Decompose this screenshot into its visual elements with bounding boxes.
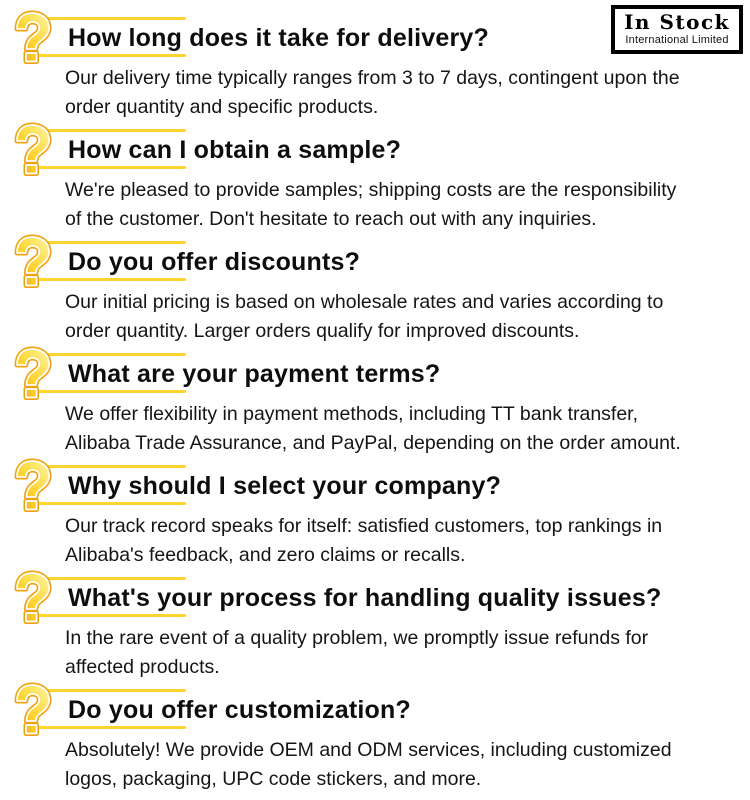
question-row bbox=[0, 120, 750, 170]
faq-answer bbox=[65, 400, 750, 458]
faq-answer bbox=[65, 288, 750, 346]
faq-answer-line: Our track record speaks for itself: satisfied customers, top rankings in bbox=[65, 515, 663, 537]
faq-answer-line: of the customer. Don't hesitate to reach out with any inquiries. bbox=[65, 208, 597, 230]
faq-answer-line: order quantity and specific products. bbox=[65, 96, 379, 118]
question-row bbox=[0, 344, 750, 394]
faq-answer bbox=[65, 64, 750, 122]
faq-question: What are your payment terms? bbox=[68, 360, 441, 388]
logo-box bbox=[611, 5, 743, 54]
faq-answer-line: order quantity. Larger orders qualify for improved discounts. bbox=[65, 320, 580, 342]
faq-answer-line: Our delivery time typically ranges from 3 to 7 days, contingent upon the bbox=[65, 67, 680, 89]
question-mark-icon bbox=[8, 234, 56, 288]
question-mark-icon bbox=[8, 682, 56, 736]
logo-title: In Stock bbox=[624, 10, 730, 34]
faq-answer bbox=[65, 512, 750, 570]
faq-answer-line: Alibaba Trade Assurance, and PayPal, depending on the order amount. bbox=[65, 432, 681, 454]
question-row bbox=[0, 680, 750, 730]
faq-answer-line: affected products. bbox=[65, 656, 220, 678]
question-mark-icon bbox=[8, 10, 56, 64]
faq-item-quality-issues bbox=[0, 568, 750, 680]
faq-question: What's your process for handling quality issues? bbox=[68, 584, 662, 612]
faq-question: How can I obtain a sample? bbox=[68, 136, 402, 164]
faq-answer-line: Alibaba's feedback, and zero claims or recalls. bbox=[65, 544, 466, 566]
faq-answer-line: Absolutely! We provide OEM and ODM services, including customized bbox=[65, 739, 672, 761]
faq-answer-line: In the rare event of a quality problem, we promptly issue refunds for bbox=[65, 627, 649, 649]
faq-answer-line: Our initial pricing is based on wholesale rates and varies according to bbox=[65, 291, 664, 313]
question-mark-icon bbox=[8, 570, 56, 624]
question-row bbox=[0, 456, 750, 506]
faq-answer-line: logos, packaging, UPC code stickers, and more. bbox=[65, 768, 482, 790]
faq-item-discounts bbox=[0, 232, 750, 344]
faq-item-customization bbox=[0, 680, 750, 792]
faq-answer bbox=[65, 736, 750, 794]
faq-item-why-select bbox=[0, 456, 750, 568]
question-mark-icon bbox=[8, 346, 56, 400]
faq-answer bbox=[65, 176, 750, 234]
faq-question: Why should I select your company? bbox=[68, 472, 502, 500]
faq-question: Do you offer customization? bbox=[68, 696, 411, 724]
logo-subtitle: International Limited bbox=[625, 34, 729, 46]
question-row bbox=[0, 568, 750, 618]
question-mark-icon bbox=[8, 122, 56, 176]
faq-question: How long does it take for delivery? bbox=[68, 24, 489, 52]
faq-item-sample bbox=[0, 120, 750, 232]
faq-item-payment-terms bbox=[0, 344, 750, 456]
question-row bbox=[0, 232, 750, 282]
question-mark-icon bbox=[8, 458, 56, 512]
faq-question: Do you offer discounts? bbox=[68, 248, 361, 276]
faq-list bbox=[0, 8, 750, 792]
faq-answer-line: We're pleased to provide samples; shipping costs are the responsibility bbox=[65, 179, 677, 201]
faq-answer-line: We offer flexibility in payment methods, including TT bank transfer, bbox=[65, 403, 639, 425]
faq-answer bbox=[65, 624, 750, 682]
